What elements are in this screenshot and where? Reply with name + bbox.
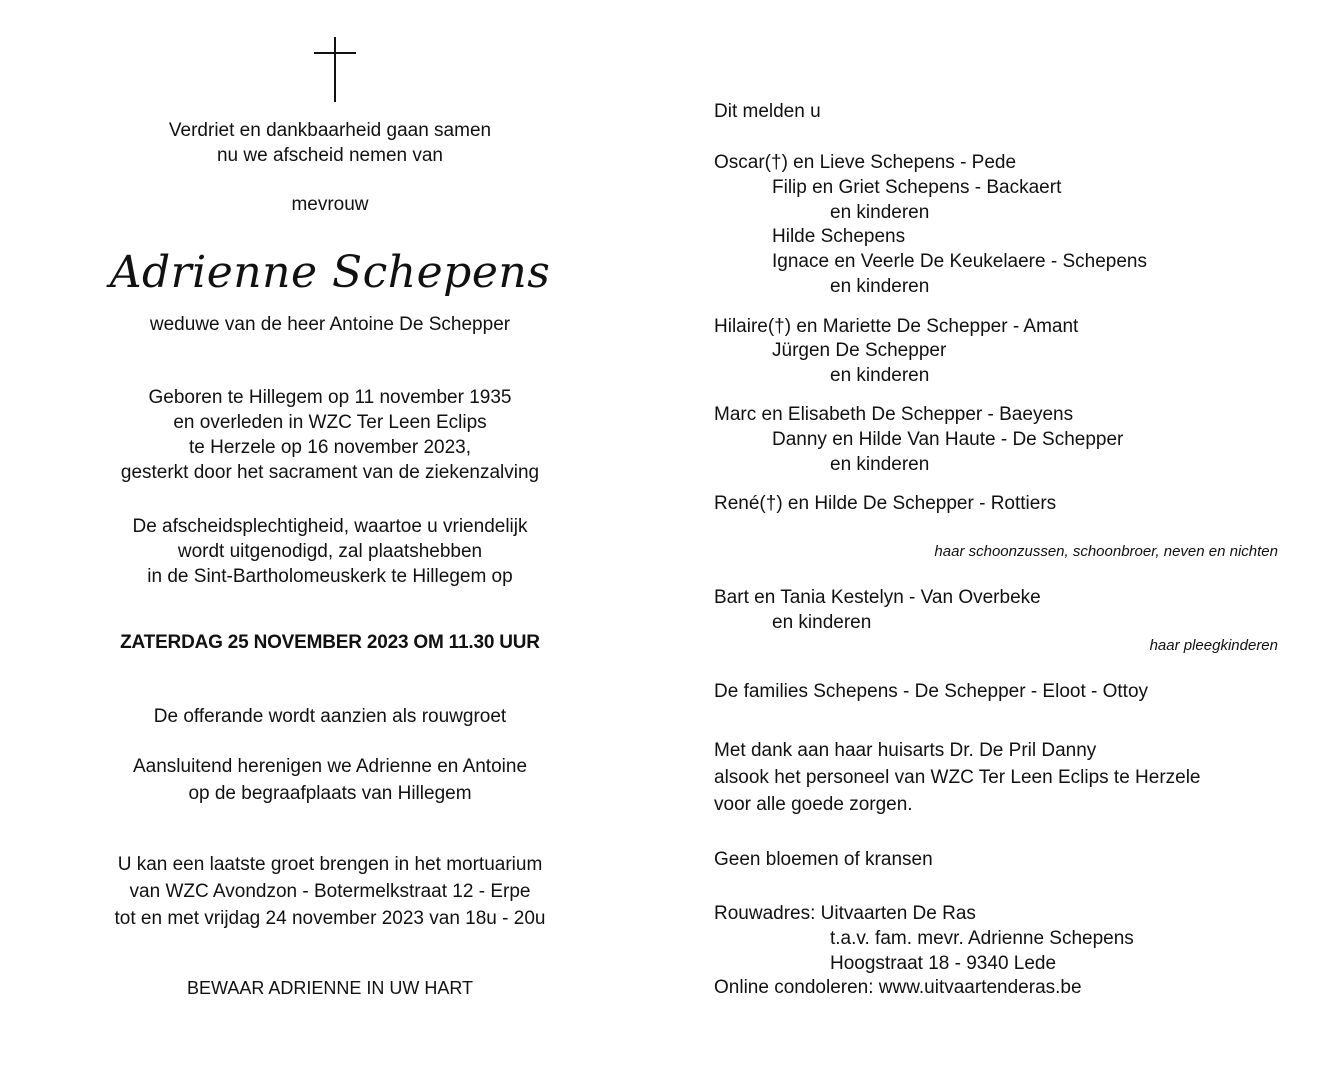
- thanks-line-1: Met dank aan haar huisarts Dr. De Pril Danny: [714, 740, 1097, 761]
- family-line: en kinderen: [830, 365, 930, 386]
- family-line: Oscar(†) en Lieve Schepens - Pede: [714, 152, 1017, 173]
- title: mevrouw: [291, 194, 369, 215]
- mortuary-line-2: van WZC Avondzon - Botermelkstraat 12 - Erpe: [129, 881, 531, 902]
- ceremony-line-3: in de Sint-Bartholomeuskerk te Hillegem op: [147, 566, 513, 587]
- families-line: De families Schepens - De Schepper - Eloot - Ottoy: [714, 681, 1149, 702]
- born-line-3: te Herzele op 16 november 2023,: [188, 437, 471, 458]
- cross-icon: [313, 36, 357, 104]
- family-line: Filip en Griet Schepens - Backaert: [772, 177, 1062, 198]
- family-line: Danny en Hilde Van Haute - De Schepper: [772, 429, 1124, 450]
- family-line: Hilaire(†) en Mariette De Schepper - Amant: [714, 316, 1079, 337]
- ceremony-line-2: wordt uitgenodigd, zal plaatshebben: [177, 541, 483, 562]
- foster-line-1: Bart en Tania Kestelyn - Van Overbeke: [714, 587, 1041, 608]
- address-line-1: Rouwadres: Uitvaarten De Ras: [714, 903, 976, 924]
- online-condolence-link[interactable]: Online condoleren: www.uitvaartenderas.be: [714, 977, 1082, 998]
- family-line: Hilde Schepens: [772, 226, 906, 247]
- mortuary-line-1: U kan een laatste groet brengen in het mortuarium: [117, 854, 543, 875]
- ceremony-line-1: De afscheidsplechtigheid, waartoe u vriendelijk: [132, 516, 528, 537]
- family-line: Marc en Elisabeth De Schepper - Baeyens: [714, 404, 1074, 425]
- family-line: René(†) en Hilde De Schepper - Rottiers: [714, 493, 1057, 514]
- deceased-name: Adrienne Schepens: [109, 247, 551, 298]
- thanks-line-3: voor alle goede zorgen.: [714, 794, 913, 815]
- foster-line-2: en kinderen: [772, 612, 872, 633]
- ceremony-date: ZATERDAG 25 NOVEMBER 2023 OM 11.30 UUR: [120, 632, 540, 653]
- no-flowers-line: Geen bloemen of kransen: [714, 849, 933, 870]
- thanks-line-2: alsook het personeel van WZC Ter Leen Eclips te Herzele: [714, 767, 1201, 788]
- announcement-header: Dit melden u: [714, 101, 821, 122]
- born-line-4: gesterkt door het sacrament van de ziekenzalving: [120, 462, 540, 483]
- born-line-2: en overleden in WZC Ter Leen Eclips: [173, 412, 487, 433]
- burial-line-1: Aansluitend herenigen we Adrienne en Antoine: [132, 756, 528, 777]
- address-line-3: Hoogstraat 18 - 9340 Lede: [830, 953, 1057, 974]
- offering-line: De offerande wordt aanzien als rouwgroet: [153, 706, 507, 727]
- foster-note: haar pleegkinderen: [1149, 637, 1278, 654]
- born-line-1: Geboren te Hillegem op 11 november 1935: [148, 387, 512, 408]
- address-line-2: t.a.v. fam. mevr. Adrienne Schepens: [830, 928, 1134, 949]
- family-line: en kinderen: [830, 202, 930, 223]
- intro-line-1: Verdriet en dankbaarheid gaan samen: [168, 120, 492, 141]
- widow-line: weduwe van de heer Antoine De Schepper: [149, 314, 511, 335]
- family-note: haar schoonzussen, schoonbroer, neven en nichten: [934, 543, 1278, 560]
- family-line: en kinderen: [830, 276, 930, 297]
- family-line: Ignace en Veerle De Keukelaere - Schepens: [772, 251, 1147, 272]
- closing-line: BEWAAR ADRIENNE IN UW HART: [186, 978, 474, 998]
- mortuary-line-3: tot en met vrijdag 24 november 2023 van 18u - 20u: [114, 908, 546, 929]
- intro-line-2: nu we afscheid nemen van: [216, 145, 444, 166]
- family-line: en kinderen: [830, 454, 930, 475]
- family-line: Jürgen De Schepper: [772, 340, 947, 361]
- burial-line-2: op de begraafplaats van Hillegem: [188, 783, 472, 804]
